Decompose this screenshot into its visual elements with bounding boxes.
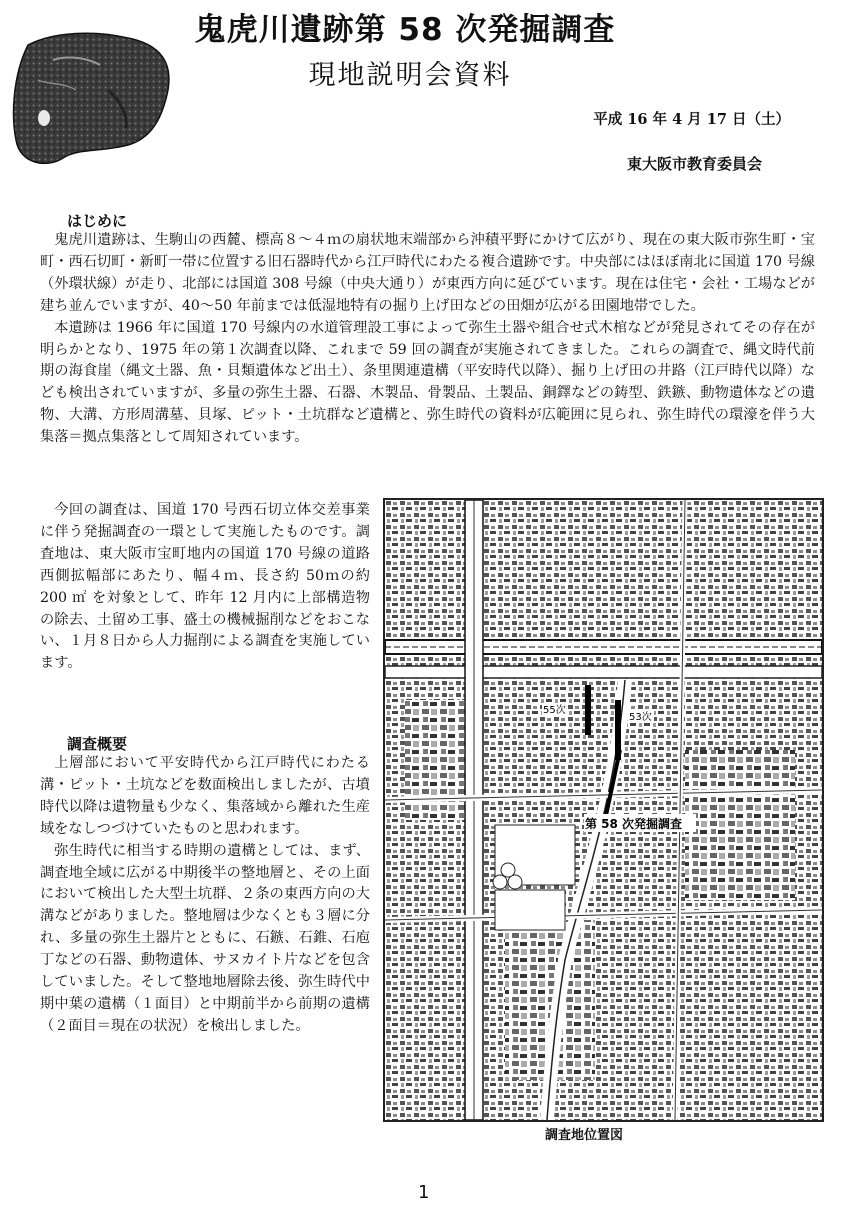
overview-body: [40, 753, 370, 1038]
intro-heading: はじめに: [67, 212, 128, 230]
organization-name: 東大阪市教育委員会: [626, 155, 762, 173]
overview-heading: 調査概要: [67, 735, 128, 753]
document-subtitle: 現地説明会資料: [308, 60, 512, 91]
document-date: 平成 16 年 4 月 17 日（土）: [593, 111, 790, 128]
overview-paragraph-1: 上層部において平安時代から江戸時代にわたる溝・ピット・土坑などを数面検出しましたが、古墳時代以降は遺物量も少なく、集落域から離れた生産域をなしつづけていたものと思われます。: [40, 755, 370, 837]
survey-55-label: 55次: [543, 705, 566, 716]
current-survey-body: [40, 500, 370, 675]
survey-58-label: 第 58 次発掘調査: [585, 817, 683, 831]
overview-paragraph-2: 弥生時代に相当する時期の遺構としては、まず、調査地全域に広がる中期後半の整地層と、その上面において検出した大型土坑群、２条の東西方向の大溝などがありました。整地層は少なくとも３層に分れ、多量の弥生土器片とともに、石鏃、石錐、石庖丁などの石器、動物遺体、サヌカイト片などを包含していました。そして整地地層除去後、弥生時代中期中葉の遺構（１面目）と中期前半から前期の遺構（２面目＝現在の状況）を検出しました。: [40, 842, 370, 1034]
map-drawing: [385, 500, 822, 1120]
map-caption: 調査地位置図: [545, 1128, 624, 1143]
site-location-map: [383, 498, 824, 1122]
page-number: 1: [418, 1182, 430, 1203]
survey-55-marker: [585, 685, 591, 735]
intro-paragraph-2: 本遺跡は 1966 年に国道 170 号線内の水道管理設工事によって弥生土器や組合せ式木棺などが発見されてその存在が明らかとなり、1975 年の第１次調査以降、これまで 59 回の調査が実施されてきました。これらの調査で、縄文時代前期の海食崖（縄文土器、魚・貝類遺体など出土）、条里関連遺構（平安時代以降）、掘り上げ田の井路（江戸時代以降）なども検出されていますが、多量の弥生土器、石器、木製品、骨製品、土製品、銅鐸などの鋳型、鉄鏃、動物遺体などの遺物、大溝、方形周溝墓、貝塚、ピット・土坑群など遺構と、弥生時代の資料が広範囲に見られ、弥生時代の環濠を伴う大集落＝拠点集落として周知されています。: [40, 319, 815, 446]
intro-body: [40, 230, 815, 449]
document-title: 鬼虎川遺跡第 58 次発掘調査: [194, 12, 616, 48]
intro-paragraph-1: 鬼虎川遺跡は、生駒山の西麓、標高８～４ｍの扇状地末端部から沖積平野にかけて広がり、現在の東大阪市弥生町・宝町・西石切町・新町一帯に位置する旧石器時代から江戸時代にわたる複合遺跡です。中央部にはほぼ南北に国道 170 号線（外環状線）が走り、北部には国道 308 号線（中央大通り）が東西方向に延びています。現在は住宅・会社・工場などが建ち並んでいますが、40～50 年前までは低湿地特有の掘り上げ田などの田畑が広がる田園地帯でした。: [40, 232, 815, 314]
stone-artifact-logo: [8, 20, 178, 170]
intro-paragraph-3: 今回の調査は、国道 170 号西石切立体交差事業に伴う発掘調査の一環として実施したものです。調査地は、東大阪市宝町地内の国道 170 号線の道路西側拡幅部にあたり、幅４ｍ、長さ約 50ｍの約 200 ㎡ を対象として、昨年 12 月内に上部構造物の除去、土留め工事、盛土の機械掘削などをおこない、１月８日から人力掘削による調査を実施しています。: [40, 502, 370, 672]
survey-53-label: 53次: [629, 712, 652, 723]
